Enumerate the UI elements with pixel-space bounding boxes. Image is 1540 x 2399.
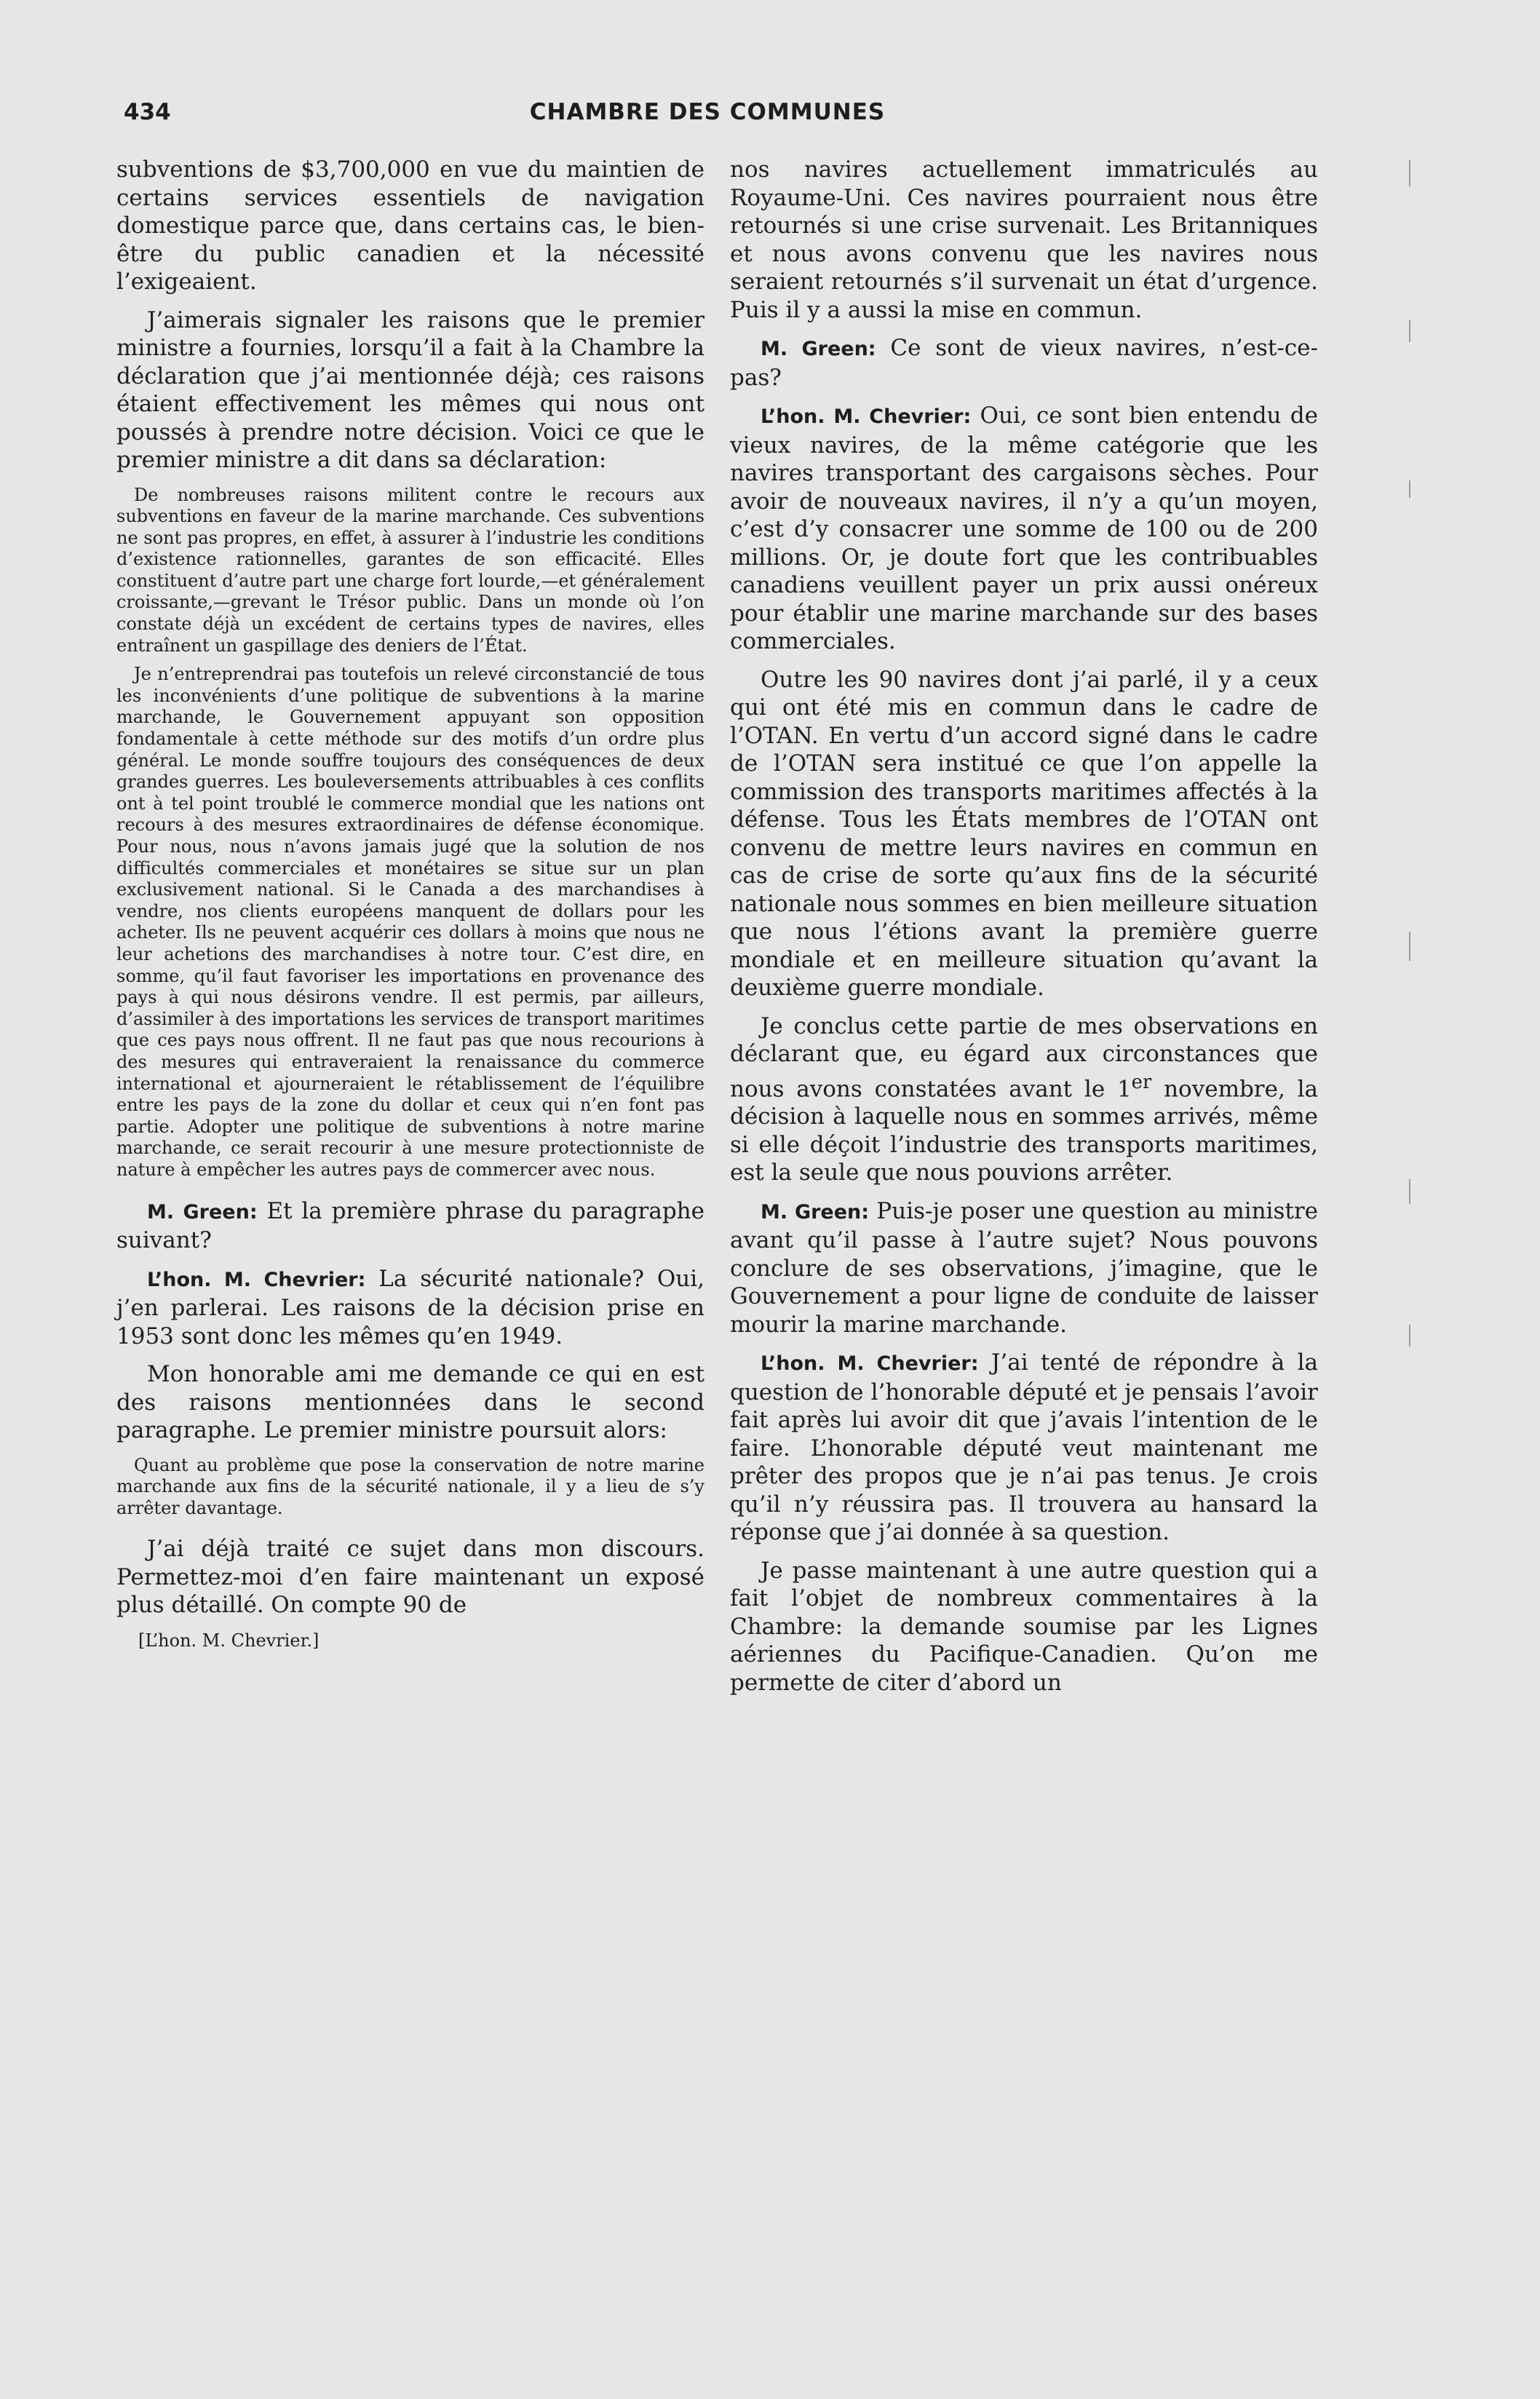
paragraph: J’ai déjà traité ce sujet dans mon discours. Permettez-moi d’en faire maintenant un exposé plus détaillé. On compte 90 de	[116, 1536, 704, 1619]
speech-text: Ce sont de vieux navires, n’est-ce-pas?	[730, 335, 1318, 391]
speech-text: J’ai tenté de répondre à la question de l’honorable député et je pensais l’avoir fait après lui avoir dit que j’avais l’intention de le faire. L’honorable député veut maintenant me prêter des propos que je n’ai pas tenus. Je crois qu’il n’y réussira pas. Il trouvera au hansard la réponse que j’ai donnée à sa question.	[730, 1349, 1319, 1546]
speech-paragraph	[730, 402, 1318, 656]
speech-paragraph	[116, 1197, 704, 1255]
paragraph: nos navires actuellement immatriculés au Royaume-Uni. Ces navires pourraient nous être retournés si une crise survenait. Les Britanniques et nous avons convenu que les navires nous seraient retournés s’il survenait un état d’urgence. Puis il y a aussi la mise en commun.	[730, 156, 1318, 323]
speech-paragraph	[730, 1197, 1318, 1339]
paragraph-text: novembre, la décision à laquelle nous en sommes arrivés, même si elle déçoit l’industrie des transports maritimes, est la seule que nous pouvions arrêter.	[730, 1075, 1318, 1186]
speaker-name: L’hon. M. Chevrier:	[147, 1268, 366, 1291]
speech-text: Puis-je poser une question au ministre avant qu’il passe à l’autre sujet? Nous pouvons conclure de ses observations, j’imagine, que le Gouvernement a pour ligne de conduite de laisser mourir la marine marchande.	[730, 1197, 1318, 1338]
paragraph: Outre les 90 navires dont j’ai parlé, il y a ceux qui ont été mis en commun dans le cadre de l’OTAN. En vertu d’un accord signé dans le cadre de l’OTAN sera institué ce que l’on appelle la commission des transports maritimes affectés à la défense. Tous les États membres de l’OTAN ont convenu de mettre leurs navires en commun en cas de crise de sorte qu’aux fins de la sécurité nationale nous sommes en bien meilleure situation que nous l’étions avant la première guerre mondiale et en meilleure situation qu’avant la deuxième guerre mondiale.	[730, 666, 1318, 1001]
page-number: 434	[124, 99, 171, 125]
paragraph: J’aimerais signaler les raisons que le premier ministre a fournies, lorsqu’il a fait à la Chambre la déclaration que j’ai mentionnée déjà; ces raisons étaient effectivement les mêmes qui nous ont poussés à prendre notre décision. Voici ce que le premier ministre a dit dans sa déclaration:	[116, 306, 704, 473]
speaker-name: L’hon. M. Chevrier:	[761, 1352, 979, 1376]
speaker-name: M. Green:	[761, 1200, 870, 1224]
speaker-name: L’hon. M. Chevrier:	[761, 405, 972, 428]
quotation: De nombreuses raisons militent contre le recours aux subventions en faveur de la marine marchande. Ces subventions ne sont pas propres, en effet, à assurer à l’industrie les conditions d’existence rationnelles, garantes de son efficacité. Elles constituent d’autre part une charge fort lourde,—et généralement croissante,—grevant le Trésor public. Dans un monde où l’on constate déjà un excédent de certains types de navires, elles entraînent un gaspillage des deniers de l’État.	[116, 484, 704, 656]
superscript: er	[1131, 1071, 1152, 1093]
speaker-name: M. Green:	[147, 1200, 258, 1224]
speech-paragraph	[730, 334, 1318, 392]
speech-paragraph	[730, 1349, 1318, 1547]
scan-edge-marks	[1403, 146, 1418, 1383]
quotation: Je n’entreprendrai pas toutefois un relevé circonstancié de tous les inconvénients d’une politique de subventions à la marine marchande, le Gouvernement appuyant son opposition fondamentale à cette méthode sur des motifs d’un ordre plus général. Le monde souffre toujours des conséquences de deux grandes guerres. Les bouleversements attribuables à ces conflits ont à tel point troublé le commerce mondial que les nations ont recours à des mesures extraordinaires de défense économique. Pour nous, nous n’avons jamais jugé que la solution de nos difficultés commerciales et monétaires se situe sur un plan exclusivement national. Si le Canada a des marchandises à vendre, nos clients européens manquent de dollars pour les acheter. Ils ne peuvent acquérir ces dollars à moins que nous ne leur achetions des marchandises à notre tour. C’est dire, en somme, qu’il faut favoriser les importations en provenance des pays à qui nous désirons vendre. Il est permis, par ailleurs, d’assimiler à des importations les services de transport maritimes que ces pays nous offrent. Il ne faut pas que nous recourions à des mesures qui entraveraient la renaissance du commerce international et ajourneraient le rétablissement de l’équilibre entre les pays de la zone du dollar et ceux qui n’en font pas partie. Adopter une politique de subventions à notre marine marchande, ce serait recourir à une mesure protectionniste de nature à empêcher les autres pays de commercer avec nous.	[116, 664, 704, 1180]
paragraph: Je passe maintenant à une autre question qui a fait l’objet de nombreux commentaires à la Chambre: la demande soumise par les Lignes aériennes du Pacifique-Canadien. Qu’on me permette de citer d’abord un	[730, 1557, 1318, 1696]
paragraph-text: Je conclus cette partie de mes observations en déclarant que, eu égard aux circonstances que nous avons constatées avant le 1	[730, 1012, 1318, 1102]
running-head: CHAMBRE DES COMMUNES	[529, 99, 886, 125]
right-column	[730, 156, 1318, 1707]
left-column	[116, 156, 704, 1651]
paragraph: Mon honorable ami me demande ce qui en est des raisons mentionnées dans le second paragraphe. Le premier ministre poursuit alors:	[116, 1361, 704, 1443]
speech-text: La sécurité nationale? Oui, j’en parlerai. Les raisons de la décision prise en 1953 sont donc les mêmes qu’en 1949.	[116, 1265, 705, 1349]
speech-text: Oui, ce sont bien entendu de vieux navires, de la même catégorie que les navires transportant des cargaisons sèches. Pour avoir de nouveaux navires, il n’y a qu’un moyen, c’est d’y consacrer une somme de 100 ou de 200 millions. Or, je doute fort que les contribuables canadiens veuillent payer un prix aussi onéreux pour établir une marine marchande sur des bases commerciales.	[730, 403, 1318, 654]
speaker-name: M. Green:	[761, 338, 876, 360]
speaker-signature: [L’hon. M. Chevrier.]	[138, 1630, 319, 1651]
paragraph	[730, 1012, 1318, 1187]
paragraph: subventions de $3,700,000 en vue du maintien de certains services essentiels de navigation domestique parce que, dans certains cas, le bien-être du public canadien et la nécessité l’exigeaient.	[116, 156, 704, 295]
speech-text: Et la première phrase du paragraphe suivant?	[116, 1197, 704, 1253]
quotation: Quant au problème que pose la conservation de notre marine marchande aux fins de la sécurité nationale, il y a lieu de s’y arrêter davantage.	[116, 1454, 704, 1518]
speech-paragraph	[116, 1265, 704, 1351]
